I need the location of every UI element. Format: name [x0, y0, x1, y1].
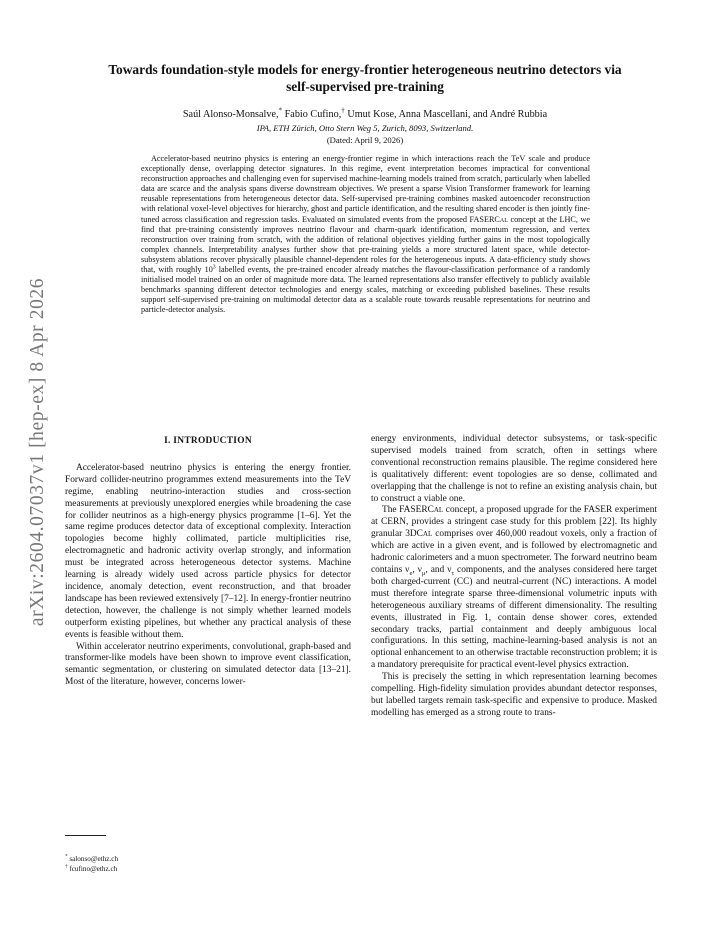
- paragraph: Accelerator-based neutrino physics is entering the energy frontier. Forward collider-neutrino programmes extend measurements into the TeV regime, enabling neutrino-interaction studies and cross-section measurements at previously unexplored energies while broadening the case for collider neutrinos as a high-energy physics programme [1–6]. Yet the same regime produces detector data of exceptional complexity. Interaction topologies become highly collimated, particle multiplicities rise, electromagnetic and hadronic activity overlap strongly, and information must be integrated across heterogeneous detector systems. Machine learning is already widely used across particle physics for detector incidence, anomaly detection, event reconstruction, and that broader landscape has been reviewed extensively [7–12]. In energy-frontier neutrino detection, however, the challenge is not simply whether learned models outperform existing pipelines, but whether any practical analysis of these events is feasible without them.: [65, 462, 351, 640]
- section-heading: I. INTRODUCTION: [164, 436, 252, 446]
- author-footnote-mark: †: [341, 106, 345, 115]
- footnote: [65, 855, 315, 865]
- right-column: [371, 434, 657, 720]
- paragraph-text-smallcaps: al: [422, 529, 433, 540]
- footnote-email: fcufino@ethz.ch: [67, 864, 118, 873]
- paragraph-text: The FASER: [382, 505, 428, 516]
- author-name: Fabio Cufino,: [282, 109, 342, 120]
- footnote-divider: [65, 835, 106, 836]
- paragraph-text: , and ν: [425, 564, 452, 575]
- footnote-email: salonso@ethz.ch: [67, 855, 119, 863]
- subscript: e: [409, 569, 413, 577]
- footnote-mark: †: [65, 864, 68, 870]
- paragraph: This is precisely the setting in which representation learning becomes compelling. High-fidelity simulation provides abundant detector responses, but labelled targets remain task-specific and expensive to produce. Masked modelling has emerged as a strong route to trans-: [371, 672, 657, 718]
- abstract: [141, 154, 590, 316]
- author-names: Umut Kose, Anna Mascellani, and André Rubbia: [344, 109, 548, 120]
- paper-title: Towards foundation-style models for energy-frontier heterogeneous neutrino detectors via self-supervised pre-training: [108, 62, 622, 94]
- subscript: τ: [451, 569, 455, 577]
- abstract-text-smallcaps: Cal: [494, 214, 508, 224]
- subscript: μ: [421, 569, 426, 577]
- footnote-mark: *: [65, 854, 68, 860]
- arxiv-id-text: arXiv:2604.07037v1 [hep-ex] 8 Apr 2026: [27, 277, 48, 627]
- paragraph: [371, 505, 657, 672]
- author-list: [90, 106, 640, 121]
- abstract-text: concept at the LHC, we find that pre-training consistently improves neutrino flavour and charm-quark identification, momentum regression, and vertex reconstruction over training from scratch, with the addition of relational objectives yielding further gains in the most topologically complex channels. Interpretability analyses further show that pre-training yields a more structured latent space, while detector-subsystem ablations recover physically plausible channel-dependent roles for the heterogeneous inputs. A data-efficiency study shows that, with roughly 10: [141, 214, 590, 275]
- abstract-text: labelled events, the pre-trained encoder already matches the flavour-classification performance of a randomly initialised model trained on an order of magnitude more data. The learned representations also transfer effectively to publicly available benchmarks spanning different detector technologies and energy scales, matching or exceeding published baselines. These results support self-supervised pre-training on multimodal detector data as a scalable route towards reusable representations for neutrino and particle-detector analysis.: [141, 265, 590, 315]
- footnotes: [65, 855, 315, 875]
- author-name: Saúl Alonso-Monsalve,: [182, 109, 279, 120]
- paragraph-text-smallcaps: Cal: [427, 505, 444, 516]
- abstract-exponent: 3: [212, 264, 216, 271]
- author-footnote-mark: *: [278, 106, 283, 115]
- paragraph-text: , ν: [412, 564, 422, 575]
- affiliation: IPA, ETH Zürich, Otto Stern Weg 5, Zurich, 8093, Switzerland.: [256, 123, 474, 133]
- arxiv-identifier-sidebar: [20, 262, 56, 642]
- abstract-text: Accelerator-based neutrino physics is entering an energy-frontier regime in which interactions reach the TeV scale and produce exceptionally dense, overlapping detector signatures. In this regime, event interpretation becomes impractical for conventional reconstruction approaches and challenging even for supervised machine-learning models trained from scratch, particularly when labelled data are scarce and the analysis spans diverse downstream objectives. We present a sparse Vision Transformer framework for learning reusable representations from heterogeneous detector data. Self-supervised pre-training combines masked autoencoder reconstruction with relational voxel-level objectives for hierarchy, ghost and particle identification, and the resulting shared encoder is then jointly fine-tuned across classification and regression tasks. Evaluated on simulated events from the proposed FASER: [141, 154, 590, 224]
- paragraph: energy environments, individual detector subsystems, or task-specific supervised models trained from scratch, often in settings where conventional reconstruction remains plausible. The regime considered here is qualitatively different: event topologies are so dense, collimated and overlapping that the challenge is not to refine an existing analysis chain, but to construct a viable one.: [371, 434, 657, 504]
- paragraph-text: components, and the analyses considered here target both charged-current (CC) and neutral-current (NC) interactions. A model must therefore integrate sparse three-dimensional volumetric inputs with heterogeneous auxiliary streams of different dimensionality. The resulting events, illustrated in Fig. 1, contain dense shower cores, extended secondary tracks, partial containment and deeply ambiguous local configurations. In this setting, machine-learning-based analysis is not an optional enhancement to an otherwise tractable reconstruction problem; it is a mandatory prerequisite for practical event-level physics extraction.: [371, 564, 658, 671]
- paragraph-text: concept, a proposed upgrade for the FASER experiment at CERN, provides a stringent case study for this problem [22]. Its highly granular 3DC: [371, 505, 657, 540]
- date-line: (Dated: April 9, 2026): [326, 135, 404, 145]
- paragraph: Within accelerator neutrino experiments, convolutional, graph-based and transformer-like models have been shown to improve event classification, semantic segmentation, or clustering on simulated detector data [13–21]. Most of the literature, however, concerns lower-: [65, 641, 351, 688]
- paragraph-text: comprises over 460,000 readout voxels, only a fraction of which are active in a given event, and is followed by electromagnetic and hadronic calorimeters and a muon spectrometer. The forward neutrino beam contains ν: [371, 529, 657, 575]
- left-column: [65, 434, 351, 689]
- footnote: [65, 865, 315, 875]
